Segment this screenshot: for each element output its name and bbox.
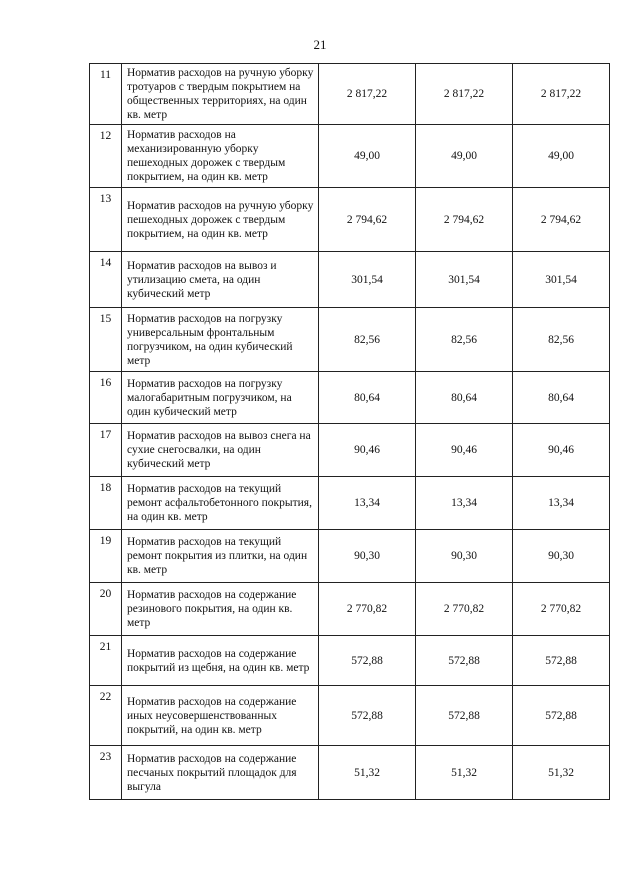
row-value-1: 2 817,22 bbox=[319, 64, 416, 125]
row-value-3: 2 817,22 bbox=[513, 64, 610, 125]
row-value-2: 51,32 bbox=[416, 746, 513, 800]
row-description: Норматив расходов на вывоз и утилизацию смета, на один кубический метр bbox=[122, 252, 319, 308]
table-row bbox=[90, 424, 610, 477]
row-number: 15 bbox=[90, 308, 122, 372]
row-value-3: 82,56 bbox=[513, 308, 610, 372]
row-description: Норматив расходов на ручную уборку тротуаров с твердым покрытием на общественных территориях, на один кв. метр bbox=[122, 64, 319, 125]
row-value-2: 572,88 bbox=[416, 686, 513, 746]
row-description: Норматив расходов на содержание иных неусовершенствованных покрытий, на один кв. метр bbox=[122, 686, 319, 746]
row-value-3: 572,88 bbox=[513, 636, 610, 686]
row-number: 23 bbox=[90, 746, 122, 800]
row-description: Норматив расходов на ручную уборку пешеходных дорожек с твердым покрытием, на один кв. метр bbox=[122, 188, 319, 252]
row-value-2: 301,54 bbox=[416, 252, 513, 308]
row-value-1: 51,32 bbox=[319, 746, 416, 800]
row-number: 13 bbox=[90, 188, 122, 252]
table-row bbox=[90, 64, 610, 125]
row-value-2: 49,00 bbox=[416, 125, 513, 188]
row-value-1: 2 794,62 bbox=[319, 188, 416, 252]
table-row bbox=[90, 372, 610, 424]
table-row bbox=[90, 252, 610, 308]
row-value-2: 82,56 bbox=[416, 308, 513, 372]
row-value-2: 2 770,82 bbox=[416, 583, 513, 636]
table-row bbox=[90, 530, 610, 583]
row-value-1: 572,88 bbox=[319, 686, 416, 746]
page-number: 21 bbox=[313, 37, 327, 52]
row-number: 16 bbox=[90, 372, 122, 424]
row-number: 18 bbox=[90, 477, 122, 530]
row-value-3: 90,46 bbox=[513, 424, 610, 477]
row-value-1: 90,46 bbox=[319, 424, 416, 477]
row-number: 14 bbox=[90, 252, 122, 308]
row-value-2: 80,64 bbox=[416, 372, 513, 424]
table-row bbox=[90, 746, 610, 800]
table-row bbox=[90, 125, 610, 188]
row-description: Норматив расходов на вывоз снега на сухие снегосвалки, на один кубический метр bbox=[122, 424, 319, 477]
row-value-3: 572,88 bbox=[513, 686, 610, 746]
row-number: 11 bbox=[90, 64, 122, 125]
row-value-1: 13,34 bbox=[319, 477, 416, 530]
row-value-2: 90,46 bbox=[416, 424, 513, 477]
row-description: Норматив расходов на погрузку универсальным фронтальным погрузчиком, на один кубический метр bbox=[122, 308, 319, 372]
row-number: 12 bbox=[90, 125, 122, 188]
row-description: Норматив расходов на погрузку малогабаритным погрузчиком, на один кубический метр bbox=[122, 372, 319, 424]
row-description: Норматив расходов на содержание песчаных покрытий площадок для выгула bbox=[122, 746, 319, 800]
row-value-1: 2 770,82 bbox=[319, 583, 416, 636]
row-number: 20 bbox=[90, 583, 122, 636]
norms-table bbox=[89, 63, 610, 800]
norms-table-body bbox=[90, 64, 610, 800]
row-value-1: 49,00 bbox=[319, 125, 416, 188]
row-description: Норматив расходов на механизированную уборку пешеходных дорожек с твердым покрытием, на один кв. метр bbox=[122, 125, 319, 188]
row-value-3: 51,32 bbox=[513, 746, 610, 800]
row-value-2: 2 817,22 bbox=[416, 64, 513, 125]
row-value-2: 2 794,62 bbox=[416, 188, 513, 252]
table-row bbox=[90, 583, 610, 636]
row-value-3: 13,34 bbox=[513, 477, 610, 530]
row-value-3: 2 770,82 bbox=[513, 583, 610, 636]
row-description: Норматив расходов на текущий ремонт покрытия из плитки, на один кв. метр bbox=[122, 530, 319, 583]
row-description: Норматив расходов на текущий ремонт асфальтобетонного покрытия, на один кв. метр bbox=[122, 477, 319, 530]
row-description: Норматив расходов на содержание резинового покрытия, на один кв. метр bbox=[122, 583, 319, 636]
table-row bbox=[90, 686, 610, 746]
row-value-2: 13,34 bbox=[416, 477, 513, 530]
row-number: 19 bbox=[90, 530, 122, 583]
row-value-1: 80,64 bbox=[319, 372, 416, 424]
row-number: 22 bbox=[90, 686, 122, 746]
table-row bbox=[90, 477, 610, 530]
table-row bbox=[90, 636, 610, 686]
row-value-1: 301,54 bbox=[319, 252, 416, 308]
row-description: Норматив расходов на содержание покрытий из щебня, на один кв. метр bbox=[122, 636, 319, 686]
row-value-1: 82,56 bbox=[319, 308, 416, 372]
row-value-3: 301,54 bbox=[513, 252, 610, 308]
row-value-3: 90,30 bbox=[513, 530, 610, 583]
row-value-1: 572,88 bbox=[319, 636, 416, 686]
row-value-2: 572,88 bbox=[416, 636, 513, 686]
row-number: 21 bbox=[90, 636, 122, 686]
row-value-2: 90,30 bbox=[416, 530, 513, 583]
table-row bbox=[90, 308, 610, 372]
row-value-3: 2 794,62 bbox=[513, 188, 610, 252]
row-number: 17 bbox=[90, 424, 122, 477]
row-value-3: 49,00 bbox=[513, 125, 610, 188]
table-row bbox=[90, 188, 610, 252]
row-value-3: 80,64 bbox=[513, 372, 610, 424]
row-value-1: 90,30 bbox=[319, 530, 416, 583]
